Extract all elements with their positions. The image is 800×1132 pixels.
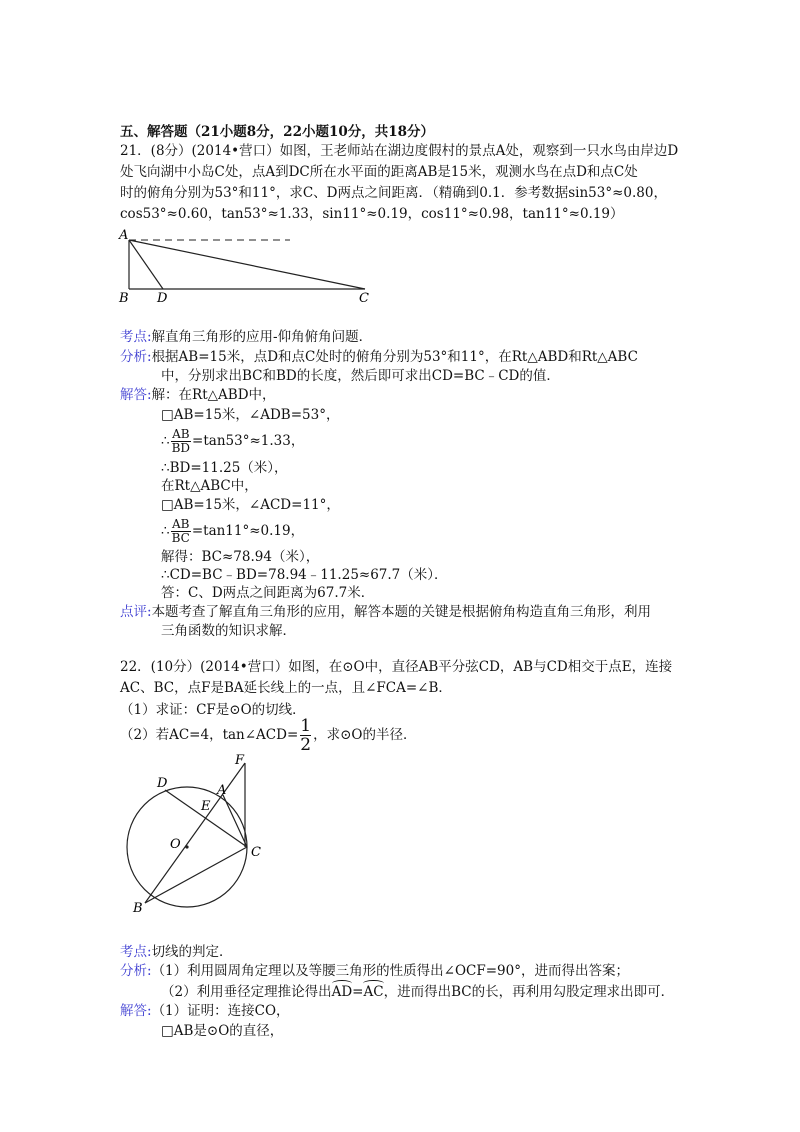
q21-kaodian xyxy=(120,328,372,346)
therefore-sign: ∴ xyxy=(161,433,170,449)
fenxi-text-1: 根据AB=15米，点D和点C处时的俯角分别为53°和11°，在Rt△ABD和Rt△ABC xyxy=(151,349,638,365)
q22-part2 xyxy=(120,716,416,754)
q21-fenxi-line2: 中，分别求出BC和BD的长度，然后即可求出CD=BC﹣CD的值． xyxy=(161,368,560,384)
q22-point-A: A xyxy=(217,783,227,798)
q22-step-1: （1）证明：连接CO， xyxy=(151,1003,290,1019)
q21-point-D: D xyxy=(157,291,168,306)
q22-fenxi-line2 xyxy=(161,980,674,1001)
kaodian-text: 切线的判定． xyxy=(151,944,233,960)
q21-text-line4: cos53°≈0.60，tan53°≈1.33，sin11°≈0.19，cos11°≈0.98，tan11°≈0.19） xyxy=(120,206,624,222)
q21-dianping-line2: 三角函数的知识求解． xyxy=(161,623,296,639)
arc-ac: AC xyxy=(363,980,383,1001)
fraction-numerator: AB xyxy=(172,427,190,441)
kaodian-text: 解直角三角形的应用-仰角俯角问题． xyxy=(151,329,373,345)
q21-step-10: 答：C、D两点之间距离为67.7米． xyxy=(161,585,375,601)
q22-fenxi xyxy=(120,962,629,980)
q21-step-1: 解：在Rt△ABD中， xyxy=(151,387,276,403)
q22-point-E: E xyxy=(201,799,211,814)
q22-point-F: F xyxy=(235,753,245,768)
q21-step-6: □AB=15米，∠ACD=11°， xyxy=(161,497,340,513)
q21-step-5: 在Rt△ABC中， xyxy=(161,478,258,494)
q22-step-2: □AB是⊙O的直径， xyxy=(161,1023,284,1039)
q21-point-A: A xyxy=(119,228,129,243)
q21-step-4: ∴BD=11.25（米）， xyxy=(161,460,288,476)
equals-sign: = xyxy=(352,984,364,1000)
therefore-sign: ∴ xyxy=(161,523,170,539)
q21-jieda xyxy=(120,386,276,404)
section-title: 五、解答题（21小题8分，22小题10分，共18分） xyxy=(120,124,435,140)
fenxi-text-1: （1）利用圆周角定理以及等腰三角形的性质得出∠OCF=90°，进而得出答案； xyxy=(151,963,629,979)
q22-point-D: D xyxy=(157,776,168,791)
q21-text-line1: 21．(8分）(2014•营口）如图，王老师站在湖边度假村的景点A处，观察到一只水鸟由岸边D xyxy=(120,143,679,159)
q21-step-2: □AB=15米，∠ADB=53°， xyxy=(161,407,340,423)
dianping-text-1: 本题考查了解直角三角形的应用，解答本题的关键是根据俯角构造直角三角形，利用 xyxy=(151,604,652,620)
q21-point-C: C xyxy=(359,291,369,306)
q22-point-B: B xyxy=(133,901,143,914)
q22-text-line2: AC、BC，点F是BA延长线上的一点，且∠FCA=∠B． xyxy=(120,680,452,696)
fraction-denominator: 2 xyxy=(300,735,312,755)
q22-jieda xyxy=(120,1002,290,1020)
q21-step-7 xyxy=(161,514,304,548)
fenxi-label: 分析: xyxy=(120,349,152,365)
q21-step-9: ∴CD=BC﹣BD=78.94﹣11.25≈67.7（米）． xyxy=(161,567,448,583)
tan11-value: =tan11°≈0.19， xyxy=(191,523,305,539)
q21-text-line2: 处飞向湖中小岛C处，点A到DC所在水平面的距离AB是15米，观测水鸟在点D和点C处 xyxy=(120,164,638,180)
q21-dianping xyxy=(120,603,651,621)
dianping-label: 点评: xyxy=(120,604,152,620)
part2-text-post: ，求⊙O的半径． xyxy=(313,727,417,743)
q22-point-C: C xyxy=(251,845,261,860)
fraction-ab-bd xyxy=(171,428,191,455)
jieda-label: 解答: xyxy=(120,1003,152,1019)
q22-text-line1: 22．(10分）(2014•营口）如图，在⊙O中，直径AB平分弦CD，AB与CD相交于点E，连接 xyxy=(120,659,673,675)
arc-ad: AD xyxy=(332,980,353,1001)
kaodian-label: 考点: xyxy=(120,944,152,960)
tan53-value: =tan53°≈1.33， xyxy=(192,433,305,449)
fraction-numerator: AB xyxy=(171,517,190,531)
q21-point-B: B xyxy=(119,291,129,306)
q22-kaodian xyxy=(120,943,233,961)
q21-fenxi xyxy=(120,348,638,366)
fenxi-label: 分析: xyxy=(120,963,152,979)
fraction-ab-bc xyxy=(171,518,191,545)
q21-text-line3: 时的俯角分别为53°和11°，求C、D两点之间距离．（精确到0.1．参考数据sin53°≈0.80， xyxy=(120,185,667,201)
q22-figure xyxy=(125,752,275,914)
fraction-numerator: 1 xyxy=(300,716,312,736)
q21-step-3 xyxy=(161,424,304,458)
fraction-denominator: BD xyxy=(171,441,191,455)
q21-step-8: 解得：BC≈78.94（米）， xyxy=(161,549,320,565)
jieda-label: 解答: xyxy=(120,387,152,403)
fraction-one-half xyxy=(300,717,311,754)
fenxi2-pre: （2）利用垂径定理推论得出 xyxy=(161,984,332,1000)
kaodian-label: 考点: xyxy=(120,329,152,345)
q22-point-O: O xyxy=(170,837,181,852)
q21-figure xyxy=(115,225,385,307)
fenxi2-post: ，进而得出BC的长，再利用勾股定理求出即可． xyxy=(383,984,675,1000)
fraction-denominator: BC xyxy=(171,531,190,545)
part2-text-pre: （2）若AC=4，tan∠ACD= xyxy=(120,727,299,743)
q22-part1: （1）求证：CF是⊙O的切线． xyxy=(120,702,306,718)
